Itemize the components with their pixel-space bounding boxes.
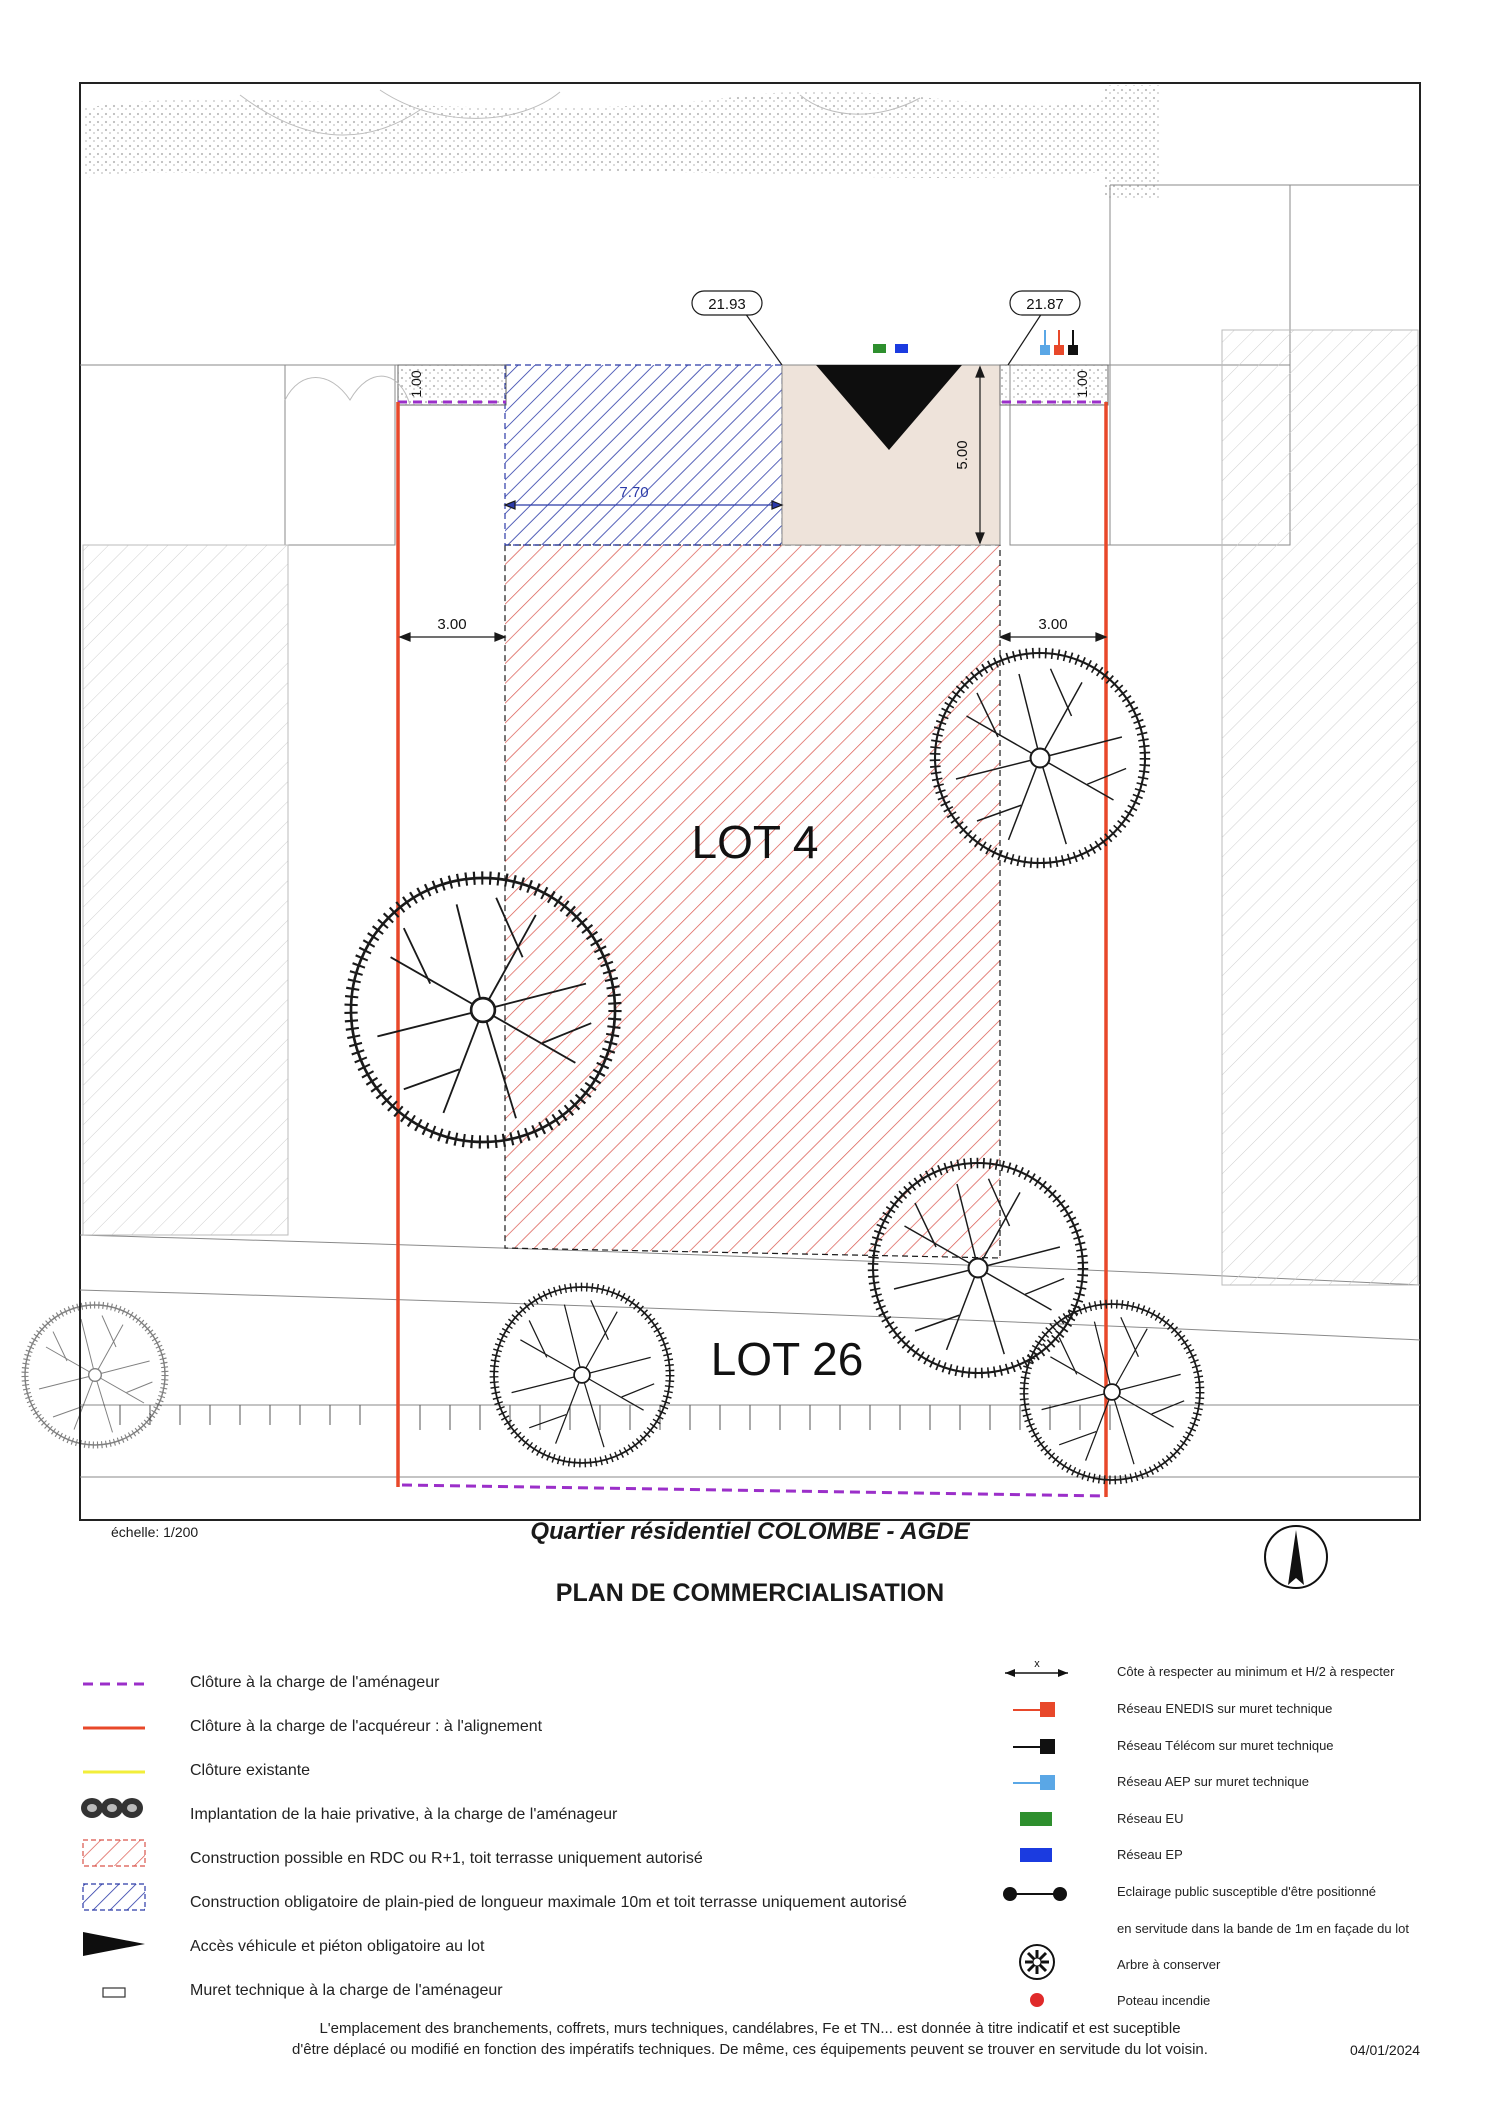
legend-sym-hydrant: [1030, 1993, 1044, 2007]
legend-existing-fence: Clôture existante: [190, 1762, 311, 1779]
legend-access: Accès véhicule et piéton obligatoire au lot: [190, 1938, 485, 1955]
lot-26-label: LOT 26: [710, 1333, 864, 1385]
legend-technical-wall: Muret technique à la charge de l'aménageur: [190, 1982, 503, 1999]
lot-4-label: LOT 4: [691, 816, 819, 868]
legend-enedis: Réseau ENEDIS sur muret technique: [1117, 1701, 1333, 1716]
legend-sym-telecom: [1040, 1739, 1055, 1754]
legend-sym-lighting: [1003, 1887, 1067, 1901]
legend-aep: Réseau AEP sur muret technique: [1117, 1774, 1309, 1789]
zone-construction-plain-pied: [505, 365, 782, 545]
legend-sym-tree: [1020, 1945, 1054, 1979]
dim-access-depth: 5.00: [954, 440, 971, 470]
legend-sym-blue-hatch: [83, 1884, 145, 1910]
legend-ep: Réseau EP: [1117, 1847, 1183, 1862]
site-plan: [25, 83, 1420, 1520]
hedge-right: [1000, 365, 1108, 405]
legend-hedge: Implantation de la haie privative, à la charge de l'aménageur: [190, 1806, 618, 1823]
legend-sym-ep: [1020, 1848, 1052, 1862]
legend-sym-red-hatch: [83, 1840, 145, 1866]
footer-note-line1: L'emplacement des branchements, coffrets, murs techniques, candélabres, Fe et TN... est donnée à titre indicatif et est suceptible: [319, 2020, 1181, 2037]
legend-lighting: Eclairage public susceptible d'être positionné: [1117, 1884, 1377, 1899]
legend-sym-hedge: [81, 1798, 143, 1818]
scale-label: échelle: 1/200: [111, 1524, 199, 1540]
legend-lighting-cont: en servitude dans la bande de 1m en façade du lot: [1117, 1921, 1409, 1936]
legend-symbols-right: [1003, 1658, 1068, 2007]
dim-setback-right: 3.00: [1038, 616, 1068, 633]
footer-note-line2: d'être déplacé ou modifié en fonction des impératifs techniques. De même, ces équipements peuvent se trouver en servitude du lot voisin.: [292, 2041, 1208, 2058]
elevation-left-label: 21.93: [708, 296, 746, 313]
dim-hedge-left: 1.00: [408, 370, 424, 398]
legend-telecom: Réseau Télécom sur muret technique: [1117, 1738, 1334, 1753]
dim-hedge-right: 1.00: [1074, 370, 1090, 398]
legend-sym-eu: [1020, 1812, 1052, 1826]
network-eu-marker: [873, 344, 886, 353]
legend-buyer-fence: Clôture à la charge de l'acquéreur : à l'alignement: [190, 1718, 543, 1735]
zone-construction-rdc-r1: [505, 545, 1000, 1258]
legend-hydrant: Poteau incendie: [1117, 1993, 1211, 2008]
technical-wall-markers: [1040, 330, 1078, 355]
legend-construction-rdc-r1: Construction possible en RDC ou R+1, toit terrasse uniquement autorisé: [190, 1850, 703, 1867]
elevation-right-label: 21.87: [1026, 296, 1064, 313]
legend-sym-enedis: [1040, 1702, 1055, 1717]
legend-sym-aep: [1040, 1775, 1055, 1790]
legend-symbols-left: [81, 1684, 145, 1997]
neighbour-right-hatched: [1222, 330, 1418, 1285]
date-label: 04/01/2024: [1350, 2042, 1421, 2058]
legend-eu: Réseau EU: [1117, 1811, 1184, 1826]
vegetation-right: [1105, 85, 1160, 200]
plan-title: PLAN DE COMMERCIALISATION: [555, 1579, 945, 1607]
project-title: Quartier résidentiel COLOMBE - AGDE: [530, 1518, 970, 1545]
neighbour-left-hatched: [83, 545, 288, 1235]
legend-sym-access: [83, 1932, 145, 1956]
legend-developer-fence: Clôture à la charge de l'aménageur: [190, 1674, 440, 1691]
legend-dimension-symbol: x: [1034, 1658, 1040, 1670]
dim-setback-left: 3.00: [437, 616, 467, 633]
dim-blue-zone-width: 7.70: [619, 484, 649, 501]
legend-tree: Arbre à conserver: [1117, 1957, 1221, 1972]
network-ep-marker: [895, 344, 908, 353]
legend-construction-plain-pied: Construction obligatoire de plain-pied de longueur maximale 10m et toit terrasse uniquement autorisé: [190, 1894, 907, 1911]
legend-sym-technical-wall: [103, 1988, 125, 1997]
legend-dimension-rule: Côte à respecter au minimum et H/2 à respecter: [1117, 1664, 1395, 1679]
